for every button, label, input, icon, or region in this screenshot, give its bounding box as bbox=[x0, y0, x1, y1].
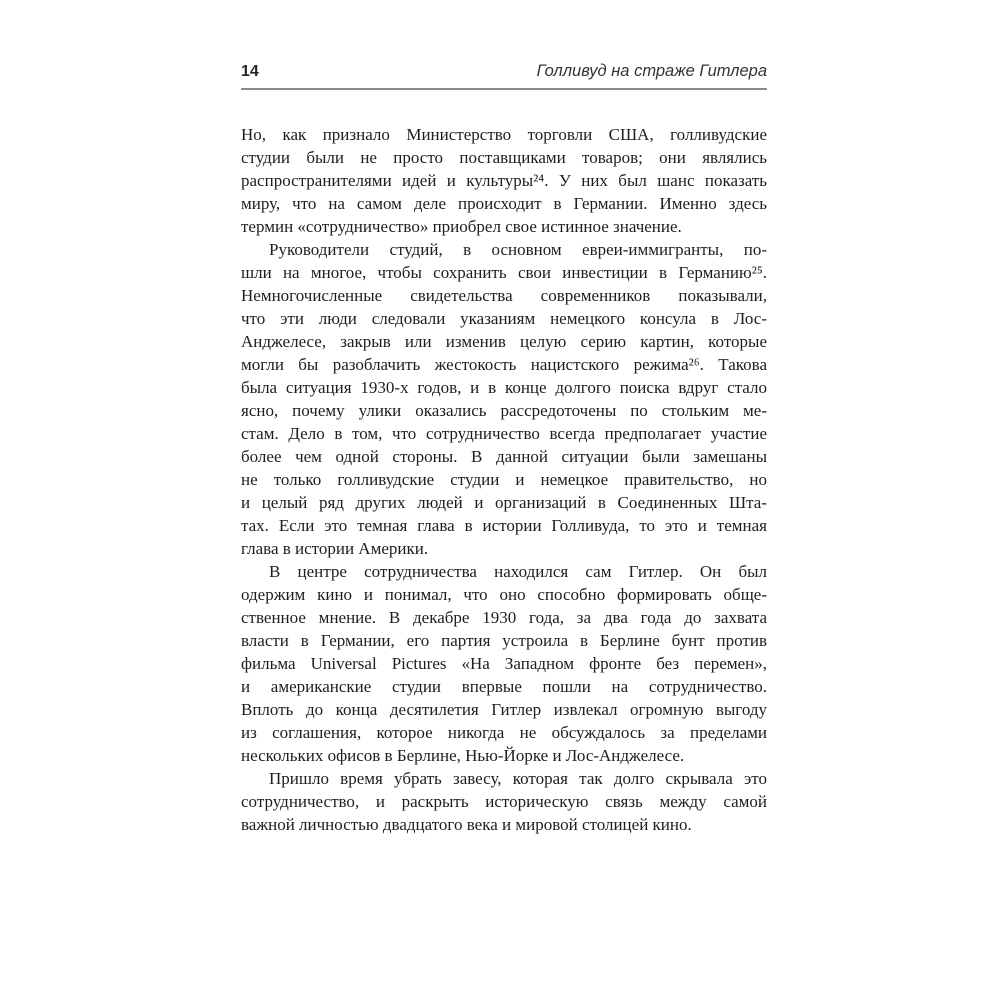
text-line: ясно, почему улики оказались рассредоточены по стольким ме- bbox=[241, 401, 767, 420]
page-header bbox=[241, 62, 767, 90]
text-line: нескольких офисов в Берлине, Нью-Йорке и Лос-Анджелесе. bbox=[241, 746, 685, 765]
paragraph bbox=[241, 767, 767, 836]
text-line: термин «сотрудничество» приобрел свое истинное значение. bbox=[241, 217, 682, 236]
text-line: Вплоть до конца десятилетия Гитлер извлекал огромную выгоду bbox=[241, 700, 767, 719]
page-content bbox=[241, 62, 767, 836]
text-line: власти в Германии, его партия устроила в Берлине бунт против bbox=[241, 631, 767, 650]
text-line: миру, что на самом деле происходит в Германии. Именно здесь bbox=[241, 194, 767, 213]
text-line: распространителями идей и культуры²⁴. У них был шанс показать bbox=[241, 171, 767, 190]
text-line: из соглашения, которое никогда не обсуждалось за пределами bbox=[241, 723, 767, 742]
text-line: Пришло время убрать завесу, которая так долго скрывала это bbox=[269, 769, 767, 788]
paragraph bbox=[241, 238, 767, 560]
text-line: важной личностью двадцатого века и мировой столицей кино. bbox=[241, 815, 692, 834]
text-line: В центре сотрудничества находился сам Гитлер. Он был bbox=[269, 562, 767, 581]
text-line: стам. Дело в том, что сотрудничество всегда предполагает участие bbox=[241, 424, 767, 443]
text-line: шли на многое, чтобы сохранить свои инвестиции в Германию²⁵. bbox=[241, 263, 767, 282]
text-line: могли бы разоблачить жестокость нацистского режима²⁶. Такова bbox=[241, 355, 767, 374]
text-line: Немногочисленные свидетельства современников показывали, bbox=[241, 286, 767, 305]
page-number: 14 bbox=[241, 63, 259, 80]
paragraph bbox=[241, 123, 767, 238]
text-line: одержим кино и понимал, что оно способно формировать обще- bbox=[241, 585, 767, 604]
text-line: и американские студии впервые пошли на сотрудничество. bbox=[241, 677, 767, 696]
text-line: не только голливудские студии и немецкое правительство, но bbox=[241, 470, 767, 489]
running-title: Голливуд на страже Гитлера bbox=[536, 62, 767, 80]
text-line: глава в истории Америки. bbox=[241, 539, 429, 558]
text-line: ственное мнение. В декабре 1930 года, за два года до захвата bbox=[241, 608, 767, 627]
text-line: и целый ряд других людей и организаций в Соединенных Шта- bbox=[241, 493, 767, 512]
text-line: тах. Если это темная глава в истории Голливуда, то это и темная bbox=[241, 516, 767, 535]
text-line: Анджелесе, закрыв или изменив целую серию картин, которые bbox=[241, 332, 767, 351]
text-line: сотрудничество, и раскрыть историческую связь между самой bbox=[241, 792, 767, 811]
text-line: более чем одной стороны. В данной ситуации были замешаны bbox=[241, 447, 767, 466]
text-line: что эти люди следовали указаниям немецкого консула в Лос- bbox=[241, 309, 767, 328]
text-line: была ситуация 1930-х годов, и в конце долгого поиска вдруг стало bbox=[241, 378, 767, 397]
paragraph bbox=[241, 560, 767, 767]
text-line: фильма Universal Pictures «На Западном фронте без перемен», bbox=[241, 654, 767, 673]
text-line: Но, как признало Министерство торговли США, голливудские bbox=[241, 125, 767, 144]
text-line: Руководители студий, в основном евреи-иммигранты, по- bbox=[269, 240, 767, 259]
page-body bbox=[241, 123, 767, 836]
text-line: студии были не просто поставщиками товаров; они являлись bbox=[241, 148, 767, 167]
